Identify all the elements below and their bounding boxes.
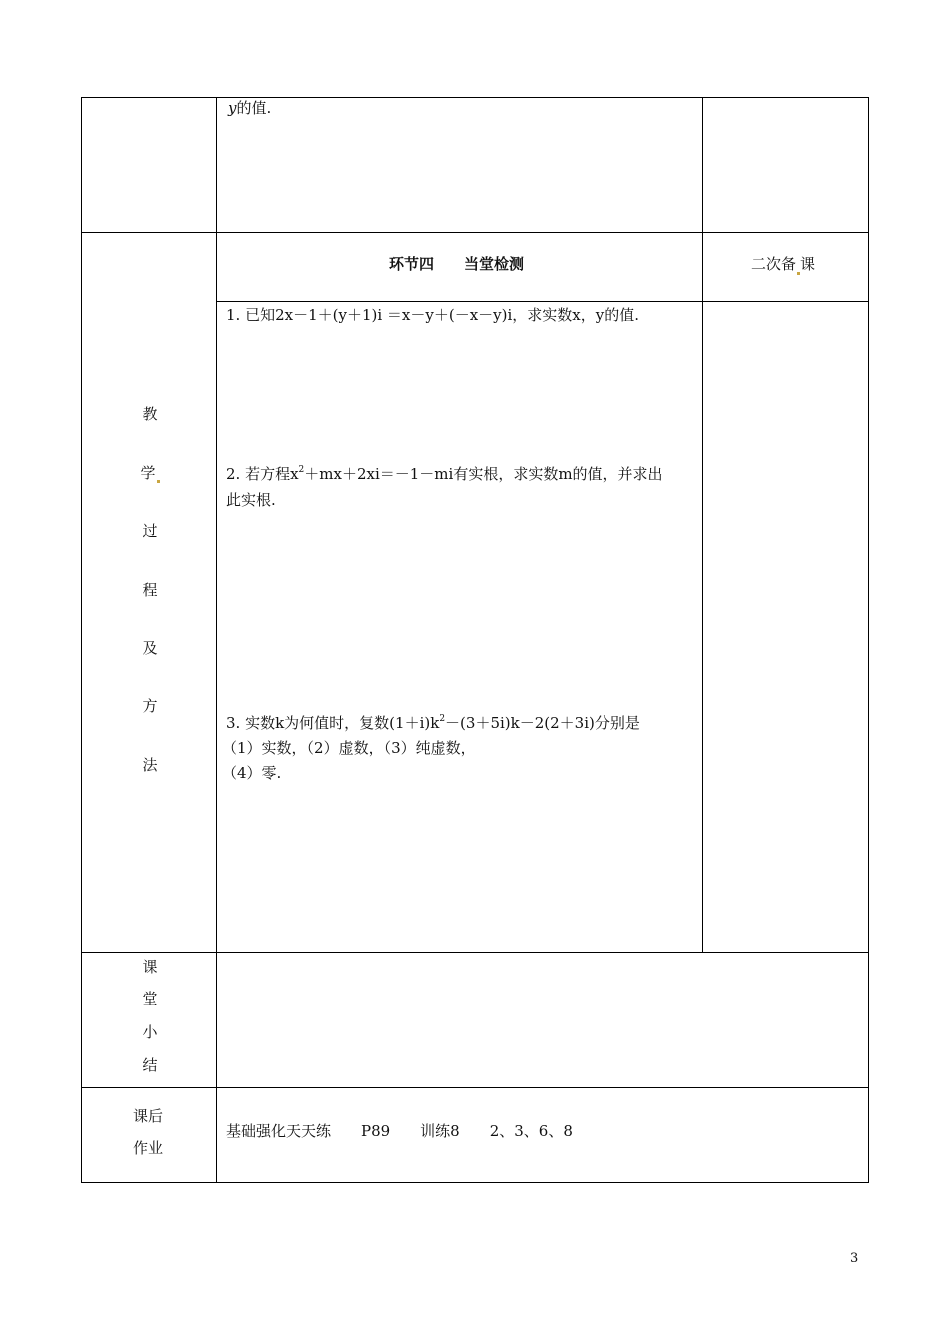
table-right-border: [868, 97, 869, 1183]
problem-3-part-b: －(3＋5i)k－2(2＋3i)分别是: [445, 714, 640, 732]
problem-2-part-b: ＋mx＋2xi＝－1－mi有实根，求实数m的值，并求出: [304, 465, 663, 483]
homework-label-line-2: 作业: [133, 1139, 164, 1157]
summary-label-char-1: 堂: [142, 990, 158, 1008]
top-row-rest: 的值.: [236, 99, 272, 117]
problem-3-line-2: （1）实数，（2）虚数，（3）纯虚数，: [222, 739, 476, 757]
left-label-char-6: 法: [142, 756, 158, 774]
left-label-char-1-text: 学: [140, 464, 156, 482]
problem-2-line-1: [226, 463, 663, 485]
row-divider-2: [81, 952, 869, 953]
problem-2-line-2: 此实根.: [226, 491, 276, 509]
summary-label-char-2: 小: [142, 1023, 158, 1041]
table-top-border: [81, 97, 869, 98]
marker-dot: [797, 272, 800, 275]
marker-dot: [157, 480, 160, 483]
left-label-char-2: 过: [142, 522, 158, 540]
homework-label-line-1: 课后: [133, 1107, 164, 1125]
left-label-char-1: [140, 462, 160, 483]
problem-3-line-1: [226, 712, 640, 734]
header-divider: [216, 301, 869, 302]
column-divider-2: [702, 97, 703, 953]
exponent: 2: [298, 465, 305, 475]
section-title: 环节四 当堂检测: [389, 255, 525, 273]
row-divider-1: [81, 232, 869, 233]
summary-label-char-3: 结: [142, 1056, 158, 1074]
left-label-char-4: 及: [142, 639, 158, 657]
side-header: 二次备 课: [751, 255, 816, 273]
column-divider-1: [216, 97, 217, 1183]
top-row-text: [228, 97, 271, 119]
left-label-char-3: 程: [142, 581, 158, 599]
page-number: 3: [850, 1251, 859, 1266]
problem-3-line-3: （4）零.: [222, 764, 282, 782]
problem-1: 1. 已知2x－1＋(y＋1)i ＝x－y＋(－x－y)i，求实数x，y的值.: [226, 306, 639, 324]
table-left-border: [81, 97, 82, 1183]
problem-3-part-a: 3. 实数k为何值时，复数(1＋i)k: [226, 714, 440, 732]
row-divider-3: [81, 1087, 869, 1088]
exponent: 2: [439, 714, 446, 724]
var-y: y: [228, 99, 237, 117]
left-label-char-5: 方: [142, 697, 158, 715]
table-bottom-border: [81, 1182, 869, 1183]
left-label-char-0: 教: [142, 405, 158, 423]
homework-content: 基础强化天天练 P89 训练8 2、3、6、8: [226, 1122, 573, 1140]
problem-2-part-a: 2. 若方程x: [226, 465, 299, 483]
summary-label-char-0: 课: [142, 958, 158, 976]
